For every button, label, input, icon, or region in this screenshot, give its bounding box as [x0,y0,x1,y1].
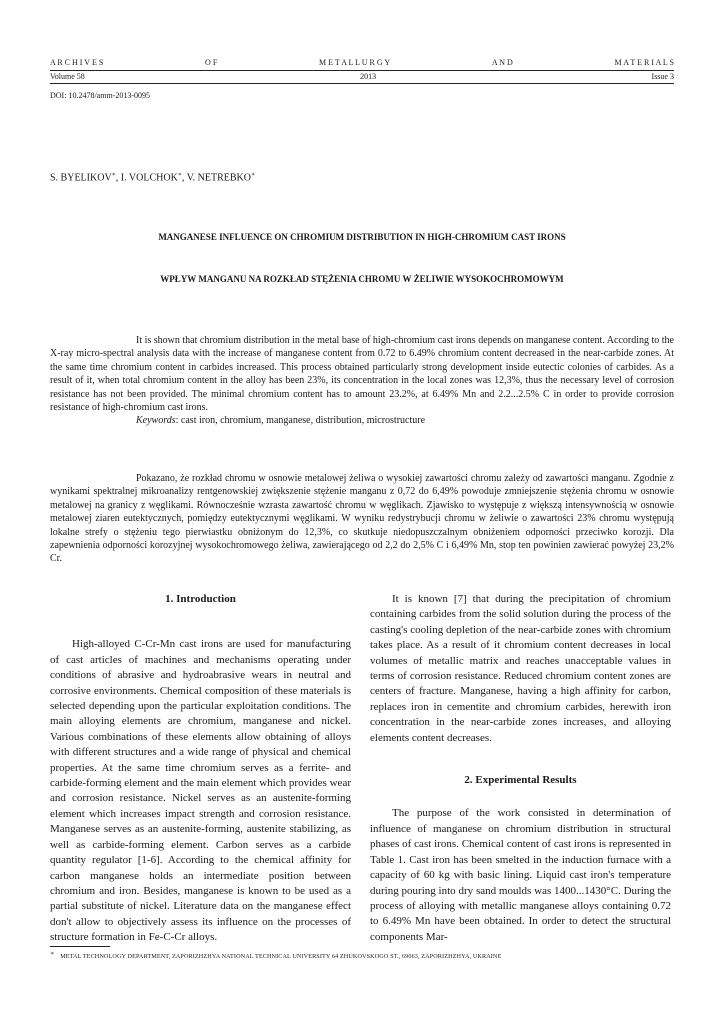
header-rule-bottom [50,83,674,84]
title-polish: WPŁYW MANGANU NA ROZKŁAD STĘŻENIA CHROMU W ŻELIWIE WYSOKOCHROMOWYM [160,274,564,284]
column-right [370,592,671,945]
column-left [50,592,351,946]
title-english: MANGANESE INFLUENCE ON CHROMIUM DISTRIBUTION IN HIGH-CHROMIUM CAST IRONS [158,232,566,242]
footnote-mark: ∗ [50,951,55,957]
paragraph: The purpose of the work consisted in determination of influence of manganese on chromium distribution in structural phases of cast irons. Chemical content of cast irons is represented in Table 1. Cast iron has been smelted in the induction furnace with a capacity of 60 kg with basic lining. Liquid cast iron's temperature during pouring into dry sand moulds was 1400...1430°C. During the process of alloying with metallic manganese alloys containing 0.72 to 6.49% Mn have been obtained. In order to detect the structural components Mar- [370,807,671,943]
section-heading: 2. Experimental Results [464,774,577,787]
issue: Issue 3 [651,72,674,81]
abstract-text: It is shown that chromium distribution in the metal base of high-chromium cast irons depends on manganese content. According to the X-ray micro-spectral analysis data with the increase of manganese content from 0.72 to 6.49% chromium content decreased in the near-carbide zones. At the same time chromium content in carbides increased. This process obtained particularly strong development inside eutectic colonies of carbides. As a result of it, when total chromium content in the alloy has been 23%, its concentration in the local zones was 12,3%, thus the necessary level of corrosion resistance has not been provided. The minimal chromium content has to amount 23.2%, at 6.49% Mn and 2.2...2.5% C in order to provide corrosion resistance of high-chromium cast irons. [50,335,674,414]
keywords-label: Keywords [136,415,176,427]
doi: DOI: 10.2478/amm-2013-0095 [50,91,150,100]
volume: Volume 58 [50,72,85,81]
journal-word: M E T A L L U R G Y [319,58,391,67]
author: S. BYELIKOV [50,172,112,184]
keywords [50,414,674,427]
paragraph: It is known [7] that during the precipitation of chromium containing carbides from the solid solution during the process of the casting's cooling depletion of the near-carbide zones with chromium takes place. As a result of it chromium content decreases in local volumes of metallic matrix and reaches unacceptable values in terms of corrosion resistance. Reduced chromium content zones are centers of fracture. Manganese, having a high affinity for carbon, replaces iron in cementite and chromium carbides, herewith iron concentration in the near-carbide zones increases, and alloying elements content decreases. [370,593,671,744]
journal-word: M A T E R I A L S [614,58,674,67]
affiliation-mark: ∗ [111,172,116,178]
journal-word: A N D [491,58,513,67]
author: I. VOLCHOK [120,172,178,184]
author-list: S. BYELIKOV∗, I. VOLCHOK∗, V. NETREBKO∗ [50,172,256,184]
year: 2013 [360,72,377,81]
footnote [50,950,674,960]
keywords-text: : cast iron, chromium, manganese, distribution, microstructure [175,415,426,427]
header-rule-top [50,70,674,71]
paragraph: High-alloyed C-Cr-Mn cast irons are used for manufacturing of cast articles of machines and mechanisms operating under conditions of abrasive and hydroabrasive wears in neutral and corrosive environments. Chemical composition of these materials is selected depending upon the particular exploitation conditions. The main alloying elements are chromium, manganese and nickel. Various combinations of these elements allow obtaining of alloys with different structures and a wide range of physical and chemical properties. At the same time chromium serves as a ferrite- and carbide-forming element and the main element which provides wear and corrosion resistance. Nickel serves as an austenite-forming element which increases impact strength and corrosion resistance. Manganese serves as an austenite-forming, austenite stabilizing, as well as carbide-forming element. Carbon serves as a carbide quantity regulator [1-6]. According to the chemical affinity for carbon manganese holds an intermediate position between chromium and iron. Besides, manganese is known to be used as a partial substitute of nickel. Literature data on the manganese effect don't allow to objectively assess its influence on the processes of structure formation in Fe-C-Cr alloys. [50,638,351,944]
footnote-rule [50,946,110,947]
section-heading: 1. Introduction [165,593,236,605]
footnote-text: METAL TECHNOLOGY DEPARTMENT, ZAPORIZHZHYA NATIONAL TECHNICAL UNIVERSITY 64 ZHUKOVSKOGO ST., 69063, ZAPORIZHZHYA, UKRAINE [60,953,502,961]
journal-word: O F [205,58,218,67]
issue-info [50,72,674,81]
journal-name [50,58,674,67]
author: V. NETREBKO [186,172,251,184]
affiliation-mark: ∗ [250,172,256,178]
abstract-polish [50,472,674,566]
abstract-english [50,334,674,428]
abstract-text: Pokazano, że rozkład chromu w osnowie metalowej żeliwa o wysokiej zawartości chromu zależy od zawartości manganu. Zgodnie z wynikami spektralnej mikroanalizy rentgenowskiej zwiększenie stężenie manganu z 0,72 do 6,49% powoduje zmniejszenie stężenia chromu w osnowie metalowej na granicy z węglikami. Równocześnie wzrasta zawartość chromu w węglikach. Zjawisko to występuje z większą intensywnością w osnowie metalowej ziaren eutektycznych, pomiędzy eutektycznymi węglikami. W wyniku redystrybucji chromu w żeliwie o zawartości 23% chromu występują lokalne strefy o stężeniu tego pierwiastku obniżonym do 12,3%, co skutkuje niedopuszczalnym obniżeniem odporności przeciwko korozji. Dla zapewnienia odporności korozyjnej wysokochromowego żeliwa, zawierającego od 2,2 do 2,5% C i 6,49% Mn, stop ten powinien zawierać powyżej 23,2% Cr. [50,473,674,565]
journal-word: A R C H I V E S [50,58,104,67]
affiliation-mark: ∗ [177,172,182,178]
